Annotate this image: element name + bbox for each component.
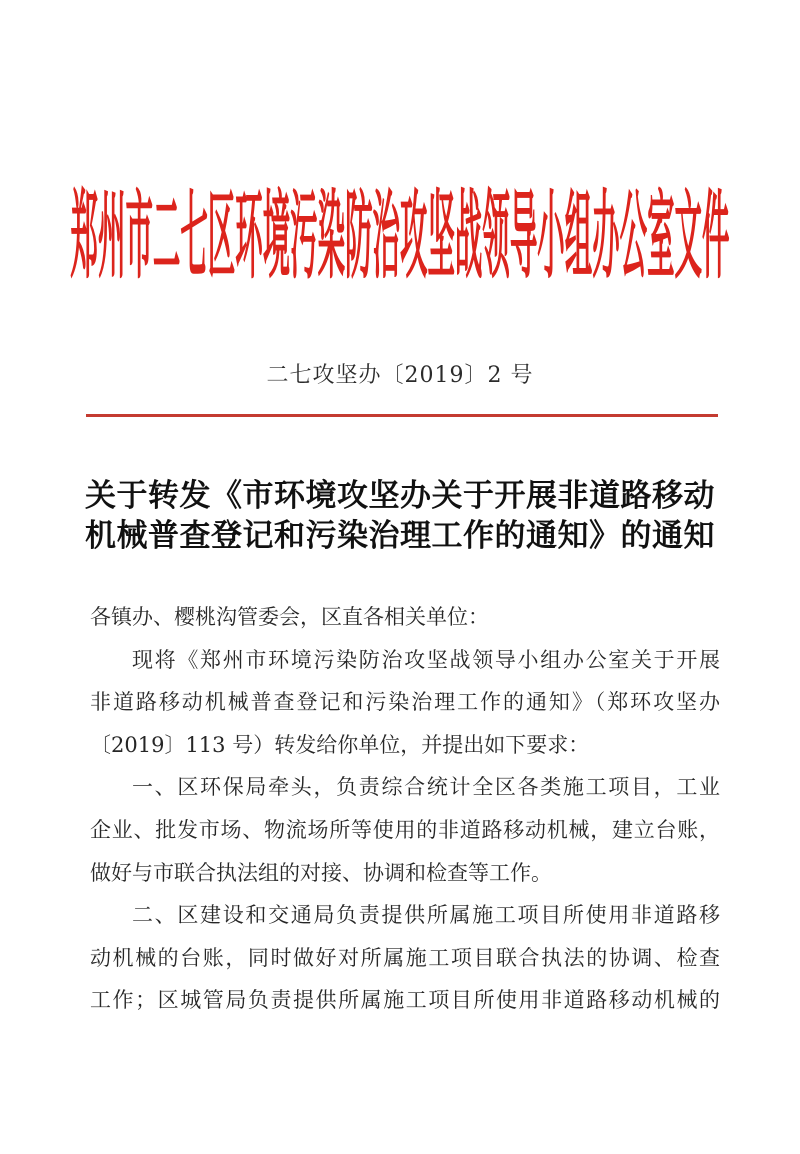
body-line: 企业、批发市场、物流场所等使用的非道路移动机械，建立台账， xyxy=(90,817,720,842)
body-line: 〔2019〕113 号）转发给你单位，并提出如下要求： xyxy=(90,732,590,757)
body-line: 做好与市联合执法组的对接、协调和检查等工作。 xyxy=(90,860,552,885)
red-divider-rule xyxy=(86,414,718,417)
document-title-line-2: 机械普查登记和污染治理工作的通知》的通知 xyxy=(85,518,715,554)
body-line: 工作；区城管局负责提供所属施工项目所使用非道路移动机械的 xyxy=(90,988,720,1013)
document-title xyxy=(0,476,800,556)
document-title-line-1: 关于转发《市环境攻坚办关于开展非道路移动 xyxy=(85,478,715,514)
body-line: 现将《郑州市环境污染防治攻坚战领导小组办公室关于开展 xyxy=(132,647,720,672)
body-line: 二、区建设和交通局负责提供所属施工项目所使用非道路移 xyxy=(132,903,720,928)
body-line: 动机械的台账，同时做好对所属施工项目联合执法的协调、检查 xyxy=(90,945,720,970)
body-line: 非道路移动机械普查登记和污染治理工作的通知》（郑环攻坚办 xyxy=(90,690,720,715)
letterhead-org-title: 郑州市二七区环境污染防治攻坚战领导小组办公室文件 xyxy=(70,179,730,292)
body-line: 一、区环保局牵头，负责综合统计全区各类施工项目，工业 xyxy=(132,775,720,800)
document-body xyxy=(90,596,720,1022)
body-line-salutation: 各镇办、樱桃沟管委会，区直各相关单位： xyxy=(90,605,489,629)
document-number: 二七攻坚办〔2019〕2 号 xyxy=(266,363,534,388)
